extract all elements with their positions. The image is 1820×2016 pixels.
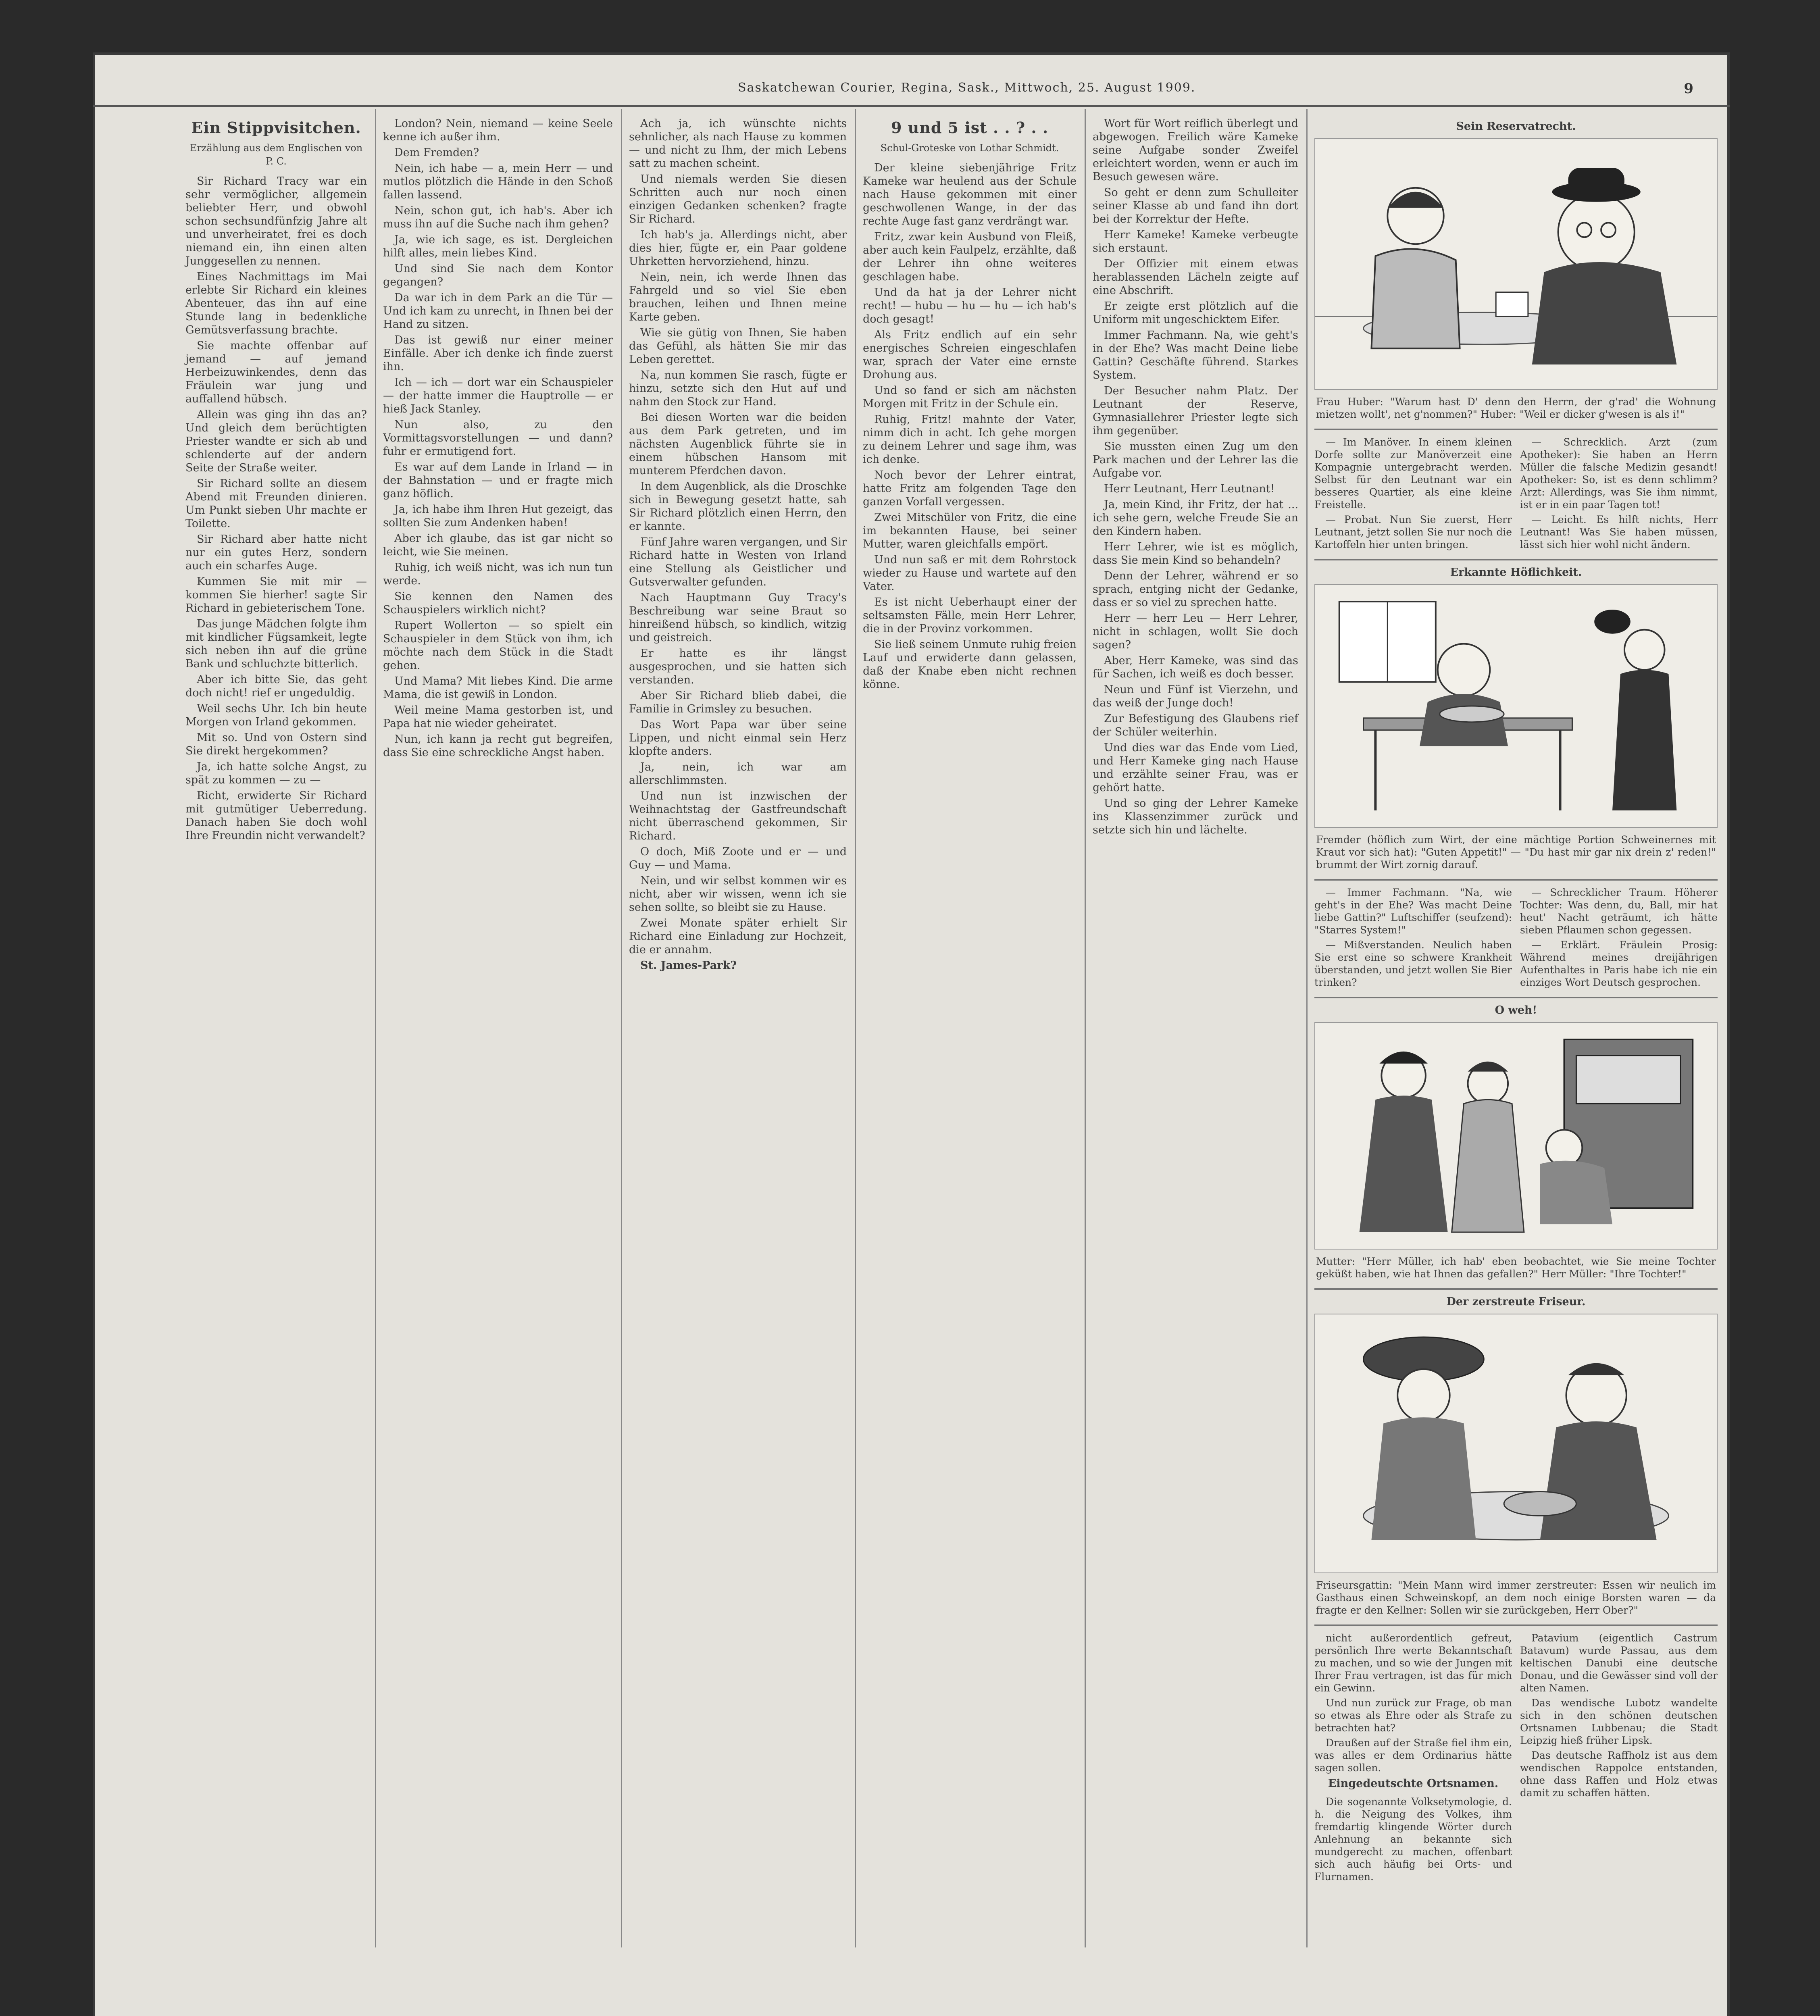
notes-left (1314, 436, 1512, 553)
divider (1314, 1624, 1718, 1626)
story-title: Ein Stippvisitchen. (191, 119, 361, 137)
paragraph: Und dies war das Ende vom Lied, und Herr Kameke ging nach Hause und erzählte seiner Frau, was er gehört hatte. (1093, 741, 1298, 794)
paragraph: Fünf Jahre waren vergangen, und Sir Richard hatte in Westen von Irland eine Stellung als Geistlicher und Gutsverwalter gefunden. (629, 536, 847, 588)
paragraph: Und so ging der Lehrer Kameke ins Klassenzimmer zurück und setzte sich hin und lächelte. (1093, 797, 1298, 836)
page-number: 9 (1684, 81, 1693, 97)
paragraph: Aber ich glaube, das ist gar nicht so leicht, wie Sie meinen. (383, 532, 613, 558)
cartoon-hoeflichkeit (1314, 584, 1718, 828)
paragraph: Und sind Sie nach dem Kontor gegangen? (383, 262, 613, 288)
note: — Immer Fachmann. "Na, wie geht's in der Ehe? Was macht Deine liebe Gattin?" Luftschiffer (seufzend): "Starres System!" (1314, 887, 1512, 936)
cartoon-caption: Friseursgattin: "Mein Mann wird immer zerstreuter: Essen wir neulich im Gasthaus einen Schweinskopf, an dem noch einige Borsten waren — da fragte er den Kellner: Sollen wir sie zurückgeben, Herr Ober?" (1316, 1579, 1716, 1616)
column-rule (1085, 109, 1086, 1947)
notes-block (1314, 886, 1718, 991)
note: — Erklärt. Fräulein Prosig: Während meines dreijährigen Aufenthaltes in Paris habe ich nie ein einziges Wort Deutsch gesprochen. (1520, 939, 1718, 988)
divider (1314, 997, 1718, 998)
paragraph: Nein, schon gut, ich hab's. Aber ich muss ihn auf die Suche nach ihm gehen? (383, 204, 613, 230)
column-rule (855, 109, 856, 1947)
paragraph: Herr Kameke! Kameke verbeugte sich erstaunt. (1093, 229, 1298, 254)
cartoon-illustration-icon (1315, 139, 1717, 389)
paragraph: Und Mama? Mit liebes Kind. Die arme Mama, die ist gewiß in London. (383, 675, 613, 701)
paragraph: Da war ich in dem Park an die Tür — Und ich kam zu unrecht, in Ihnen bei der Hand zu sitzen. (383, 292, 613, 331)
divider (1314, 1288, 1718, 1290)
paragraph: Zur Befestigung des Glaubens rief der Schüler weiterhin. (1093, 712, 1298, 738)
cartoon-o-weh (1314, 1022, 1718, 1250)
story-title: 9 und 5 ist . . ? . . (891, 119, 1049, 137)
paragraph: Es ist nicht Ueberhaupt einer der seltsamsten Fälle, mein Herr Lehrer, die in der Provinz vorkommen. (863, 596, 1077, 635)
masthead (93, 81, 1730, 107)
column-1 (181, 117, 371, 1947)
paragraph: Noch bevor der Lehrer eintrat, hatte Fritz am folgenden Tage den ganzen Vorfall vergessen. (863, 469, 1077, 508)
paragraph: Herr Lehrer, wie ist es möglich, dass Sie mein Kind so behandeln? (1093, 541, 1298, 566)
divider (1314, 559, 1718, 560)
paragraph: Ruhig, ich weiß nicht, was ich nun tun werde. (383, 561, 613, 587)
paragraph: Ich — ich — dort war ein Schauspieler — der hatte immer die Hauptrolle — er hieß Jack Stanley. (383, 376, 613, 415)
note: — Schrecklich. Arzt (zum Apotheker): Sie haben an Herrn Müller die falsche Medizin gesandt! Apotheker: So, ist es denn schlimm? Arzt: Allerdings, was Sie ihm nimmt, ist er in ein paar Tagen tot! (1520, 436, 1718, 510)
paragraph: Das deutsche Raffholz ist aus dem wendischen Rappolce entstanden, ohne dass Raffen und Holz etwas damit zu schaffen hätten. (1520, 1749, 1718, 1799)
paragraph: Als Fritz endlich auf ein sehr energisches Schreien eingeschlafen war, sprach der Vater eine ernste Drohung aus. (863, 329, 1077, 381)
paragraph: Ja, wie ich sage, es ist. Dergleichen hilft alles, mein liebes Kind. (383, 233, 613, 259)
paragraph: Das ist gewiß nur einer meiner Einfälle. Aber ich denke ich finde zuerst ihn. (383, 334, 613, 373)
column-rule (1306, 109, 1308, 1947)
cartoon-title: Erkannte Höflichkeit. (1450, 566, 1582, 579)
cartoon-caption: Fremder (höflich zum Wirt, der eine mächtige Portion Schweinernes mit Kraut vor sich hat): "Guten Appetit!" — "Du hast mir gar nix drein z' reden!" brummt der Wirt zornig darauf. (1316, 834, 1716, 871)
paragraph: Aber, Herr Kameke, was sind das für Sachen, ich weiß es doch besser. (1093, 654, 1298, 680)
paragraph: Na, nun kommen Sie rasch, fügte er hinzu, setzte sich den Hut auf und nahm den Stock zur Hand. (629, 369, 847, 408)
cartoon-title: Der zerstreute Friseur. (1446, 1295, 1586, 1308)
paragraph: Und nun ist inzwischen der Weihnachtstag der Gastfreundschaft nicht überraschend gekommen, Sir Richard. (629, 790, 847, 842)
paragraph: Und nun saß er mit dem Rohrstock wieder zu Hause und wartete auf den Vater. (863, 554, 1077, 593)
column-5 (1089, 117, 1302, 1947)
paragraph: Weil sechs Uhr. Ich bin heute Morgen von Irland gekommen. (185, 702, 367, 728)
paragraph: Nun also, zu den Vormittagsvorstellungen — und dann? fuhr er ermutigend fort. (383, 419, 613, 458)
divider (1314, 429, 1718, 430)
paragraph: Aber Sir Richard blieb dabei, die Familie in Grimsley zu besuchen. (629, 689, 847, 715)
paragraph: Denn der Lehrer, während er so sprach, entging nicht der Gedanke, dass er so viel zu sprechen hatte. (1093, 570, 1298, 609)
paragraph: nicht außerordentlich gefreut, persönlich Ihre werte Bekanntschaft zu machen, und so wie der Jungen mit Ihrer Frau vertragen, ist das für mich ein Gewinn. (1314, 1632, 1512, 1694)
paragraph: Sie ließ seinem Unmute ruhig freien Lauf und erwiderte dann gelassen, daß der Knabe eben nicht rechnen könne. (863, 638, 1077, 691)
note: — Leicht. Es hilft nichts, Herr Leutnant! Was Sie haben müssen, lässt sich hier wohl nicht ändern. (1520, 514, 1718, 550)
cartoon-friseur (1314, 1314, 1718, 1573)
column-4 (859, 117, 1081, 1947)
paragraph: Der Besucher nahm Platz. Der Leutnant der Reserve, Gymnasiallehrer Priester legte sich ihm gegenüber. (1093, 385, 1298, 437)
cartoon-reservatrecht (1314, 138, 1718, 390)
notes-right (1520, 886, 1718, 991)
notes-right (1520, 436, 1718, 553)
paragraph: Ich hab's ja. Allerdings nicht, aber dies hier, fügte er, ein Paar goldene Uhrketten hervorziehend, hinzu. (629, 229, 847, 268)
paragraph: London? Nein, niemand — keine Seele kenne ich außer ihm. (383, 117, 613, 143)
paragraph: Das junge Mädchen folgte ihm mit kindlicher Fügsamkeit, legte sich neben ihn auf die grüne Bank und schluchzte bitterlich. (185, 618, 367, 670)
cartoon-title: O weh! (1495, 1004, 1537, 1016)
column-3 (625, 117, 851, 1947)
paragraph: Es war auf dem Lande in Irland — in der Bahnstation — und er fragte mich ganz höflich. (383, 461, 613, 500)
cartoon-caption: Mutter: "Herr Müller, ich hab' eben beobachtet, wie Sie meine Tochter geküßt haben, wie hat Ihnen das gefallen?" Herr Müller: "Ihre Tochter!" (1316, 1256, 1716, 1280)
cartoon-illustration-icon (1315, 585, 1717, 827)
paragraph: Aber ich bitte Sie, das geht doch nicht! rief er ungeduldig. (185, 673, 367, 699)
paragraph: Dem Fremden? (394, 146, 479, 159)
cartoon-caption: Frau Huber: "Warum hast D' denn den Herrn, der g'rad' die Wohnung mietzen wollt', net g'nommen?" Huber: "Weil er dicker g'wesen is als i!" (1316, 396, 1716, 420)
paragraph: Fritz, zwar kein Ausbund von Fleiß, aber auch kein Faulpelz, erzählte, daß der Lehrer ihn ohne weiteres geschlagen habe. (863, 231, 1077, 283)
paragraph: Immer Fachmann. Na, wie geht's in der Ehe? Was macht Deine liebe Gattin? Geschäfte führend. Starkes System. (1093, 329, 1298, 381)
paragraph: Herr Leutnant, Herr Leutnant! (1104, 483, 1275, 495)
lower-block (1314, 1632, 1718, 1885)
paragraph: Weil meine Mama gestorben ist, und Papa hat nie wieder geheiratet. (383, 704, 613, 730)
cartoon-title: Sein Reservatrecht. (1456, 120, 1576, 133)
story-subtitle: Schul-Groteske von Lothar Schmidt. (880, 142, 1059, 154)
lower-right (1520, 1632, 1718, 1885)
paragraph: O doch, Miß Zoote und er — und Guy — und Mama. (629, 846, 847, 871)
paragraph: Er zeigte erst plötzlich auf die Uniform mit ungeschicktem Eifer. (1093, 300, 1298, 326)
story-subtitle: Erzählung aus dem Englischen von P. C. (189, 142, 363, 167)
paragraph: Und nun zurück zur Frage, ob man so etwas als Ehre oder als Strafe zu betrachten hat? (1314, 1697, 1512, 1734)
paragraph: Zwei Monate später erhielt Sir Richard eine Einladung zur Hochzeit, die er annahm. (629, 917, 847, 956)
paragraph: Nein, nein, ich werde Ihnen das Fahrgeld und so viel Sie eben brauchen, leihen und Ihnen meine Karte geben. (629, 271, 847, 323)
paragraph: Ruhig, Fritz! mahnte der Vater, nimm dich in acht. Ich gehe morgen zu deinem Lehrer und sage ihm, was ich denke. (863, 413, 1077, 466)
paragraph: Ja, mein Kind, ihr Fritz, der hat ... ich sehe gern, welche Freude Sie an den Kindern haben. (1093, 498, 1298, 537)
paragraph: Wort für Wort reiflich überlegt und abgewogen. Freilich wäre Kameke seine Aufgabe sonder Zweifel erleichtert worden, wenn er auch im Besuch gewesen wäre. (1093, 117, 1298, 183)
column-6 (1310, 117, 1722, 1947)
paragraph: So geht er denn zum Schulleiter seiner Klasse ab und fand ihn dort bei der Korrektur der Hefte. (1093, 186, 1298, 225)
paragraph: Sir Richard sollte an diesem Abend mit Freunden dinieren. Um Punkt sieben Uhr machte er Toilette. (185, 477, 367, 530)
paragraph: Sie kennen den Namen des Schauspielers wirklich nicht? (383, 590, 613, 616)
paragraph: Allein was ging ihn das an? Und gleich dem berüchtigten Priester wandte er sich ab und schlenderte auf der andern Seite der Straße weiter. (185, 408, 367, 474)
article-title: Eingedeutschte Ortsnamen. (1328, 1777, 1499, 1790)
paragraph: Das Wort Papa war über seine Lippen, und nicht einmal sein Herz klopfte anders. (629, 719, 847, 758)
paragraph: Nein, ich habe — a, mein Herr — und mutlos plötzlich die Hände in den Schoß fallen lassend. (383, 162, 613, 201)
paragraph: Patavium (eigentlich Castrum Batavum) wurde Passau, aus dem keltischen Danubi eine deutsche Donau, und die Gewässer sind voll der alten Namen. (1520, 1632, 1718, 1694)
divider (1314, 879, 1718, 881)
paragraph: Und so fand er sich am nächsten Morgen mit Fritz in der Schule ein. (863, 384, 1077, 410)
column-2 (379, 117, 617, 1947)
paragraph: Er hatte es ihr längst ausgesprochen, und sie hatten sich verstanden. (629, 647, 847, 686)
paragraph: Sir Richard Tracy war ein sehr vermöglicher, allgemein beliebter Herr, und obwohl schon sechsundfünfzig Jahre alt und unverheiratet, frei es doch niemand ein, ihn einen alten Junggesellen zu nennen. (185, 175, 367, 267)
cartoon-illustration-icon (1315, 1023, 1717, 1249)
paragraph: Wie sie gütig von Ihnen, Sie haben das Gefühl, als hätten Sie mir das Leben gerettet. (629, 327, 847, 366)
paragraph: Neun und Fünf ist Vierzehn, und das weiß der Junge doch! (1093, 683, 1298, 709)
paragraph: Zwei Mitschüler von Fritz, die eine im bekannten Hause, bei seiner Mutter, waren gleichfalls empört. (863, 511, 1077, 550)
note: — Probat. Nun Sie zuerst, Herr Leutnant, jetzt sollen Sie nur noch die Kartoffeln hier unten bringen. (1314, 514, 1512, 550)
paragraph: Eines Nachmittags im Mai erlebte Sir Richard ein kleines Abenteuer, das ihn auf eine Stunde lang in bedenkliche Gemütsverfassung brachte. (185, 271, 367, 336)
paragraph: Mit so. Und von Ostern sind Sie direkt hergekommen? (185, 731, 367, 757)
paragraph: Draußen auf der Straße fiel ihm ein, was alles er dem Ordinarius hätte sagen sollen. (1314, 1737, 1512, 1774)
paragraph: Und niemals werden Sie diesen Schritten auch nur noch einen einzigen Gedanken schenken? fragte Sir Richard. (629, 173, 847, 225)
paragraph: Kummen Sie mit mir — kommen Sie hierher! sagte Sir Richard in gebieterischem Tone. (185, 575, 367, 614)
lower-left (1314, 1632, 1512, 1885)
paragraph: Richt, erwiderte Sir Richard mit gutmütiger Ueberredung. Danach haben Sie doch wohl Ihre Freundin nicht verwandelt? (185, 789, 367, 842)
paragraph: Die sogenannte Volksetymologie, d. h. die Neigung des Volkes, ihm fremdartig klingende Wörter durch Anlehnung an bekannte sich mundgerecht zu machen, offenbart sich auch häufig bei Orts- und Flurnamen. (1314, 1796, 1512, 1883)
paragraph: Herr — herr Leu — Herr Lehrer, nicht in schlagen, wollt Sie doch sagen? (1093, 612, 1298, 651)
paragraph: Sir Richard aber hatte nicht nur ein gutes Herz, sondern auch ein scharfes Auge. (185, 533, 367, 572)
column-rule (375, 109, 376, 1947)
paragraph: Nein, und wir selbst kommen wir es nicht, aber wir wissen, wenn ich sie sehen sollte, so bleibt sie zu Hause. (629, 875, 847, 914)
paragraph: Rupert Wollerton — so spielt ein Schauspieler in dem Stück von ihm, ich möchte nach dem Stück in die Stadt gehen. (383, 619, 613, 672)
column-rule (621, 109, 622, 1947)
paragraph: In dem Augenblick, als die Droschke sich in Bewegung gesetzt hatte, sah Sir Richard plötzlich einen Herrn, den er kannte. (629, 480, 847, 533)
paragraph: Der Offizier mit einem etwas herablassenden Lächeln zeigte auf eine Abschrift. (1093, 258, 1298, 297)
paragraph: Ja, ich hatte solche Angst, zu spät zu kommen — zu — (185, 760, 367, 786)
paragraph: Und da hat ja der Lehrer nicht recht! — hubu — hu — hu — ich hab's doch gesagt! (863, 286, 1077, 325)
note: — Schrecklicher Traum. Höherer Tochter: Was denn, du, Ball, mir hat heut' Nacht geträumt, ich hätte sieben Pflaumen schon gegessen. (1520, 887, 1718, 936)
paragraph: Ach ja, ich wünschte nichts sehnlicher, als nach Hause zu kommen — und nicht zu Ihm, der mich Lebens satt zu machen scheint. (629, 117, 847, 170)
paragraph: Ja, ich habe ihm Ihren Hut gezeigt, das sollten Sie zum Andenken haben! (383, 503, 613, 529)
note: — Mißverstanden. Neulich haben Sie erst eine so schwere Krankheit überstanden, und jetzt wollen Sie Bier trinken? (1314, 939, 1512, 988)
masthead-paper-info: Saskatchewan Courier, Regina, Sask., Mittwoch, 25. August 1909. (738, 81, 1196, 95)
cartoon-illustration-icon (1315, 1314, 1717, 1572)
paragraph: Nach Hauptmann Guy Tracy's Beschreibung war seine Braut so hinreißend hübsch, so kindlich, witzig und geistreich. (629, 591, 847, 644)
paragraph: Nun, ich kann ja recht gut begreifen, dass Sie eine schreckliche Angst haben. (383, 733, 613, 759)
note: — Im Manöver. In einem kleinen Dorfe sollte zur Manöverzeit eine Kompagnie untergebracht werden. Selbst für den Leutnant war ein besseres Quartier, als eine kleine Freistelle. (1314, 436, 1512, 510)
notes-block (1314, 436, 1718, 553)
paragraph: Sie machte offenbar auf jemand — auf jemand Herbeizuwinkendes, denn das Fräulein war jung und auffallend hübsch. (185, 339, 367, 405)
closing-line: St. James-Park? (640, 959, 737, 972)
paragraph: Der kleine siebenjährige Fritz Kameke war heulend aus der Schule nach Hause gekommen mit einer geschwollenen Wange, in der das rechte Auge fast ganz verdrängt war. (863, 162, 1077, 227)
paragraph: Das wendische Lubotz wandelte sich in den schönen deutschen Ortsnamen Lubbenau; die Stadt Leipzig hieß früher Lipsk. (1520, 1697, 1718, 1746)
notes-left (1314, 886, 1512, 991)
paragraph: Sie mussten einen Zug um den Park machen und der Lehrer las die Aufgabe vor. (1093, 440, 1298, 479)
paragraph: Bei diesen Worten war die beiden aus dem Park getreten, und im nächsten Augenblick führte sie in einem hübschen Hansom mit munterem Pferdchen davon. (629, 411, 847, 477)
paragraph: Ja, nein, ich war am allerschlimmsten. (629, 761, 847, 787)
